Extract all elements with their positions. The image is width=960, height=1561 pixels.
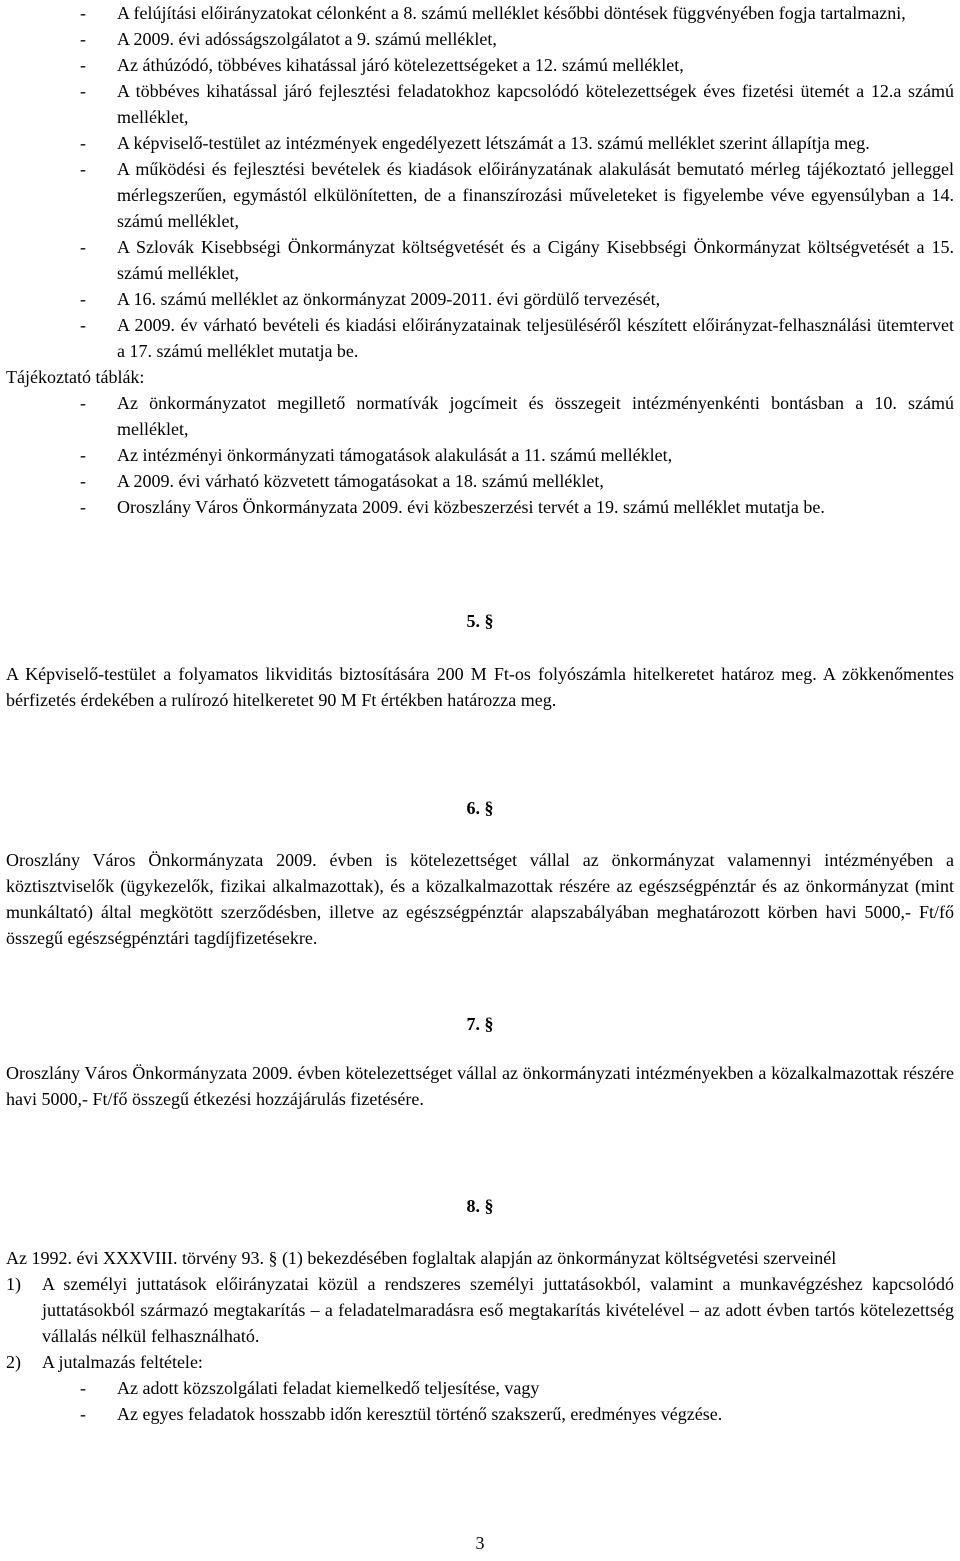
section-7-body — [0, 1060, 960, 1112]
section-8 — [0, 1193, 960, 1219]
section-7 — [0, 1011, 960, 1037]
list-item-text: Az intézményi önkormányzati támogatások alakulását a 11. számú melléklet, — [117, 445, 673, 465]
list-item: - A 16. számú melléklet az önkormányzat 2009-2011. évi gördülő tervezését, — [80, 289, 661, 309]
list-item: - A felújítási előirányzatokat célonként a 8. számú melléklet későbbi döntések függvényében fogja tartalmazni, — [80, 3, 906, 23]
list-item-text: A 16. számú melléklet az önkormányzat 2009-2011. évi gördülő tervezését, — [117, 289, 661, 309]
list-item: - Az áthúzódó, többéves kihatással járó kötelezettségeket a 12. számú melléklet, — [80, 55, 684, 75]
section-5-body — [0, 661, 960, 713]
list-item-text: A 2009. évi várható közvetett támogatásokat a 18. számú melléklet, — [117, 471, 604, 491]
section-heading: 5. § — [466, 611, 494, 631]
list-item-text: Az adott közszolgálati feladat kiemelkedő teljesítése, vagy — [117, 1378, 540, 1398]
list-item: - Az egyes feladatok hosszabb időn keresztül történő szakszerű, eredményes végzése. — [80, 1404, 723, 1424]
section-6-body — [0, 847, 960, 951]
list-item-text: A működési és fejlesztési bevételek és kiadások előirányzatának alakulását bemutató mérleg tájékoztató jelleggel mérlegszerűen, egymástól elkülönítetten, de a finanszírozási műveleteket is figyelembe véve egyensúlyban a 14. számú melléklet, — [117, 159, 954, 231]
list-item-text: A 2009. évi adósságszolgálatot a 9. számú melléklet, — [117, 29, 497, 49]
list-item-text: A 2009. év várható bevételi és kiadási előirányzatainak teljesüléséről készített előirányzat-felhasználási ütemtervet a 17. számú melléklet mutatja be. — [117, 315, 954, 361]
list-item-text: Oroszlány Város Önkormányzata 2009. évi közbeszerzési tervét a 19. számú melléklet mutatja be. — [117, 497, 825, 517]
annex-list — [0, 0, 960, 520]
list-item: - A képviselő-testület az intézmények engedélyezett létszámát a 13. számú melléklet szerint állapítja meg. — [80, 133, 870, 153]
numbered-item-text: A személyi juttatások előirányzatai közül a rendszeres személyi juttatásokból, valamint a munkavégzéshez kapcsolódó juttatásokból származó megtakarítás – a feladatelmaradásra eső megtakarítás kivételével – az adott évben tartós kötelezettség vállalás nélkül felhasználható. — [42, 1274, 954, 1346]
paragraph: Oroszlány Város Önkormányzata 2009. évben is kötelezettséget vállal az önkormányzat valamennyi intézményében a köztisztviselők (ügykezelők, fizikai alkalmazottak), és a közalkalmazottak részére az egészségpénztár és az önkormányzat (mint munkáltató) által megkötött szerződésben, illetve az egészségpénztár alapszabályában meghatározott körben havi 5000,- Ft/fő összegű egészségpénztári tagdíjfizetésekre. — [6, 850, 954, 948]
paragraph: Az 1992. évi XXXVIII. törvény 93. § (1) bekezdésében foglaltak alapján az önkormányzat költségvetési szerveinél — [6, 1248, 837, 1268]
numbered-item: 1) A személyi juttatások előirányzatai közül a rendszeres személyi juttatásokból, valamint a munkavégzéshez kapcsolódó juttatásokból származó megtakarítás – a feladatelmaradásra eső megtakarítás kivételével – az adott évben tartós kötelezettség vállalás nélkül felhasználható. — [6, 1274, 954, 1346]
list-item: - A 2009. évi várható közvetett támogatásokat a 18. számú melléklet, — [80, 471, 604, 491]
list-item: - A többéves kihatással járó fejlesztési feladatokhoz kapcsolódó kötelezettségek éves fizetési ütemét a 12.a számú melléklet, — [80, 81, 954, 127]
numbered-item: 2) A jutalmazás feltétele: — [6, 1352, 203, 1372]
paragraph: Oroszlány Város Önkormányzata 2009. évben kötelezettséget vállal az önkormányzati intézményekben a közalkalmazottak részére havi 5000,- Ft/fő összegű étkezési hozzájárulás fizetésére. — [6, 1063, 954, 1109]
list-item-text: Az egyes feladatok hosszabb időn keresztül történő szakszerű, eredményes végzése. — [117, 1404, 723, 1424]
section-6 — [0, 795, 960, 821]
section-heading: 6. § — [466, 798, 494, 818]
section-heading: 8. § — [466, 1196, 494, 1216]
list-item: - A működési és fejlesztési bevételek és kiadások előirányzatának alakulását bemutató mérleg tájékoztató jelleggel mérlegszerűen, egymástól elkülönítetten, de a finanszírozási műveleteket is figyelembe véve egyensúlyban a 14. számú melléklet, — [80, 159, 954, 231]
paragraph: A Képviselő-testület a folyamatos likviditás biztosítására 200 M Ft-os folyószámla hitelkeretet határoz meg. A zökkenőmentes bérfizetés érdekében a rulírozó hitelkeretet 90 M Ft értékben határozza meg. — [6, 664, 954, 710]
list-item: - A 2009. évi adósságszolgálatot a 9. számú melléklet, — [80, 29, 497, 49]
list-item-text: A Szlovák Kisebbségi Önkormányzat költségvetését és a Cigány Kisebbségi Önkormányzat költségvetését a 15. számú melléklet, — [117, 237, 954, 283]
list-item-text: A képviselő-testület az intézmények engedélyezett létszámát a 13. számú melléklet szerint állapítja meg. — [117, 133, 870, 153]
section-heading: 7. § — [466, 1014, 494, 1034]
list-item: - Az adott közszolgálati feladat kiemelkedő teljesítése, vagy — [80, 1378, 540, 1398]
page-number: 3 — [475, 1533, 485, 1553]
list-item: - Oroszlány Város Önkormányzata 2009. évi közbeszerzési tervét a 19. számú melléklet mutatja be. — [80, 497, 825, 517]
list-item: - Az intézményi önkormányzati támogatások alakulását a 11. számú melléklet, — [80, 445, 673, 465]
list-item: - Az önkormányzatot megillető normatívák jogcímeit és összegeit intézményenkénti bontásban a 10. számú melléklet, — [80, 393, 954, 439]
section-8-body — [0, 1245, 960, 1427]
section-5 — [0, 608, 960, 634]
list-item-text: Az áthúzódó, többéves kihatással járó kötelezettségeket a 12. számú melléklet, — [117, 55, 684, 75]
info-tables-title: Tájékoztató táblák: — [6, 367, 145, 387]
list-item: - A 2009. év várható bevételi és kiadási előirányzatainak teljesüléséről készített előirányzat-felhasználási ütemtervet a 17. számú melléklet mutatja be. — [80, 315, 954, 361]
numbered-item-text: A jutalmazás feltétele: — [42, 1352, 203, 1372]
list-item-text: A felújítási előirányzatokat célonként a 8. számú melléklet későbbi döntések függvényében fogja tartalmazni, — [117, 3, 906, 23]
list-item-text: Az önkormányzatot megillető normatívák jogcímeit és összegeit intézményenkénti bontásban a 10. számú melléklet, — [117, 393, 954, 439]
list-item-text: A többéves kihatással járó fejlesztési feladatokhoz kapcsolódó kötelezettségek éves fizetési ütemét a 12.a számú melléklet, — [117, 81, 954, 127]
list-item: - A Szlovák Kisebbségi Önkormányzat költségvetését és a Cigány Kisebbségi Önkormányzat költségvetését a 15. számú melléklet, — [80, 237, 954, 283]
